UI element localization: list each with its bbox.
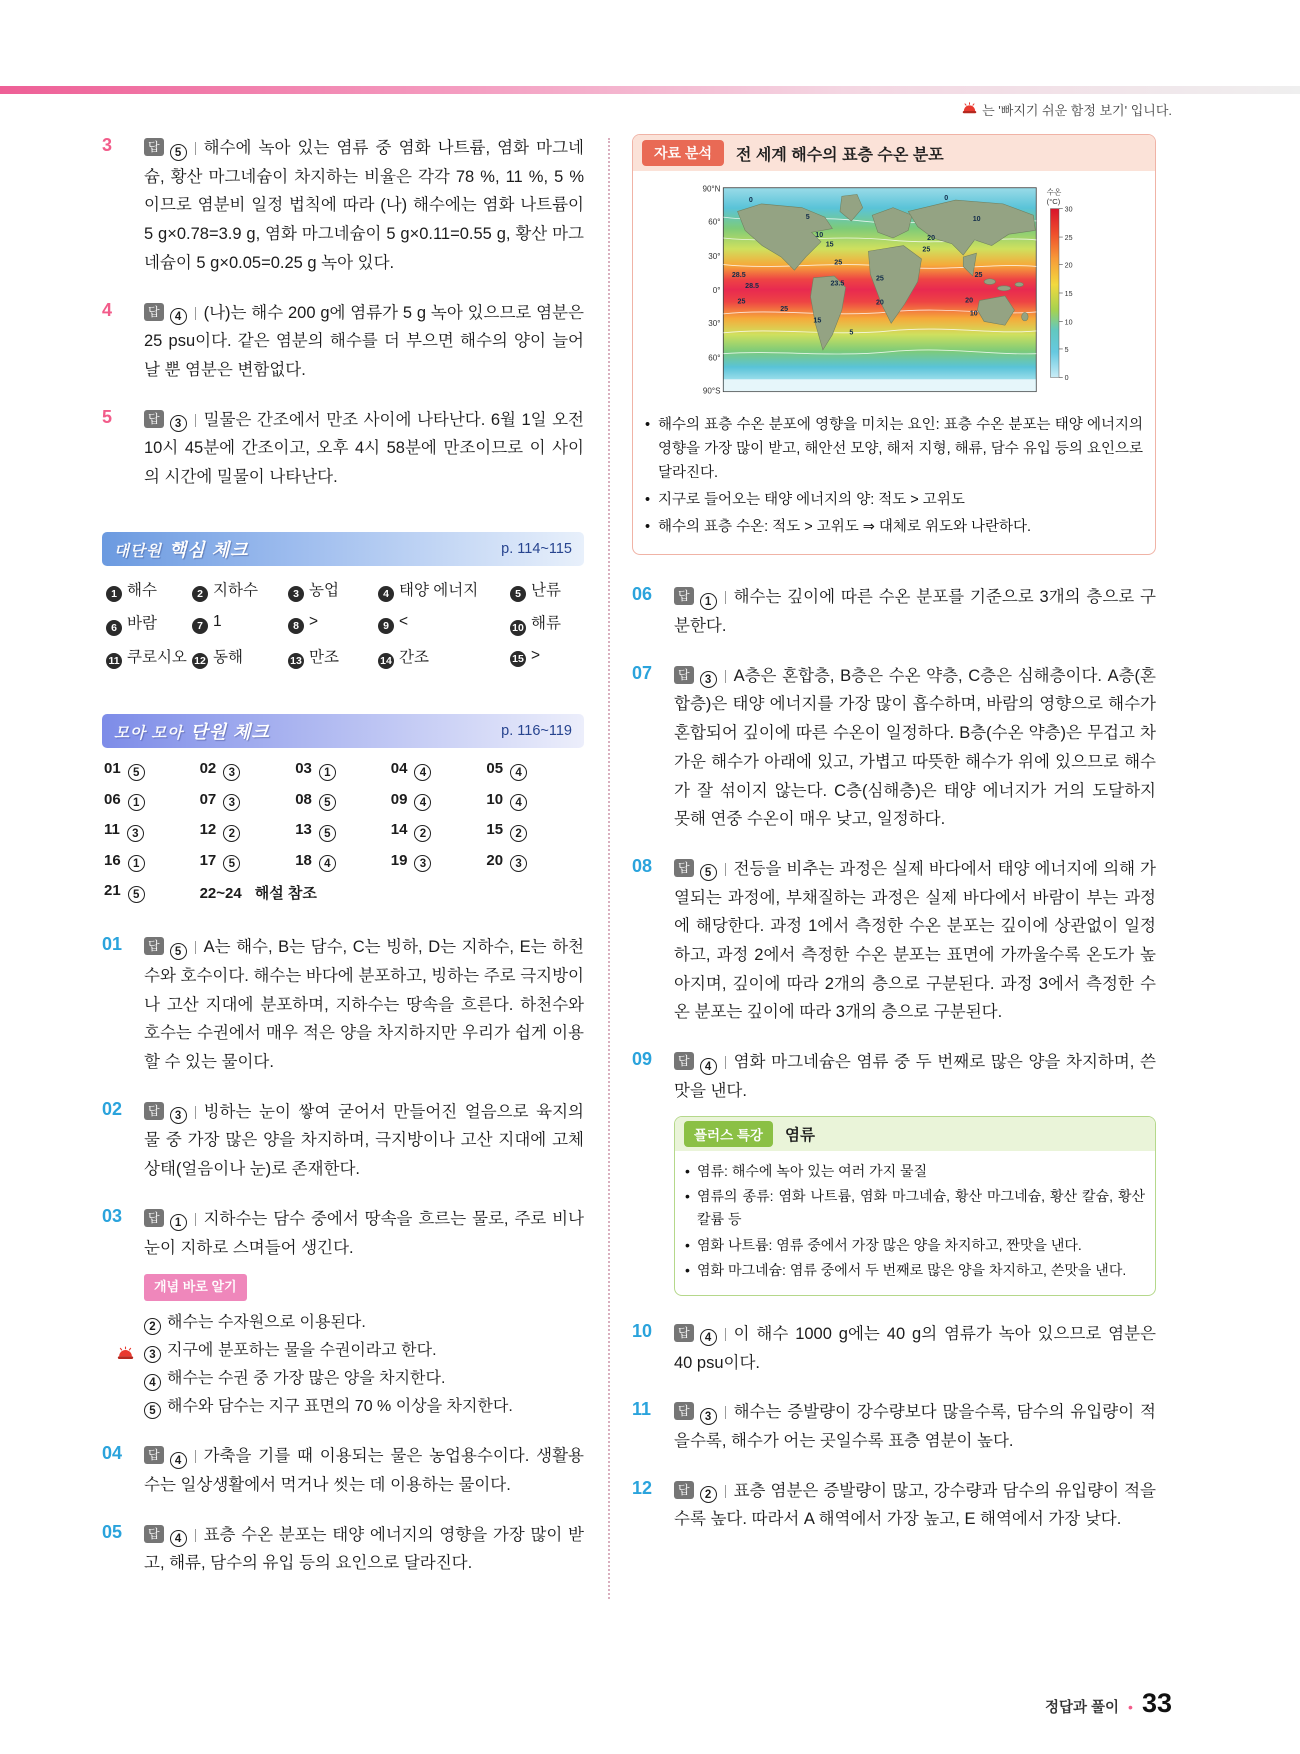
- antarctica-band: [724, 379, 1036, 391]
- answer-grid-row: 11 3 12 2 13 5 14 2 15 2: [104, 821, 582, 842]
- circled-answer: 2: [510, 825, 527, 842]
- data-analysis-box: [632, 134, 1156, 555]
- temperature-legend: [1047, 187, 1073, 382]
- answer-choice: 5: [170, 144, 187, 161]
- core-check-title: 대단원 핵심 체크: [114, 539, 249, 560]
- solution-item-03: [102, 1205, 584, 1422]
- circled-answer: 1: [128, 794, 145, 811]
- separator: [725, 1056, 726, 1069]
- answer-badge: 답: [144, 138, 164, 156]
- concept-fix-block: [144, 1272, 584, 1421]
- circled-answer: 1: [319, 764, 336, 781]
- solution-item-05: [102, 1521, 584, 1578]
- solution-text: 이 해수 1000 g에는 40 g의 염류가 녹아 있으므로 염분은 40 psu이다.: [674, 1324, 1156, 1372]
- svg-text:28.5: 28.5: [745, 282, 759, 291]
- answer-choice: 4: [170, 308, 187, 325]
- solution-text: 전등을 비추는 과정은 실제 바다에서 태양 에너지에 의해 가열되는 과정에, 부채질하는 과정은 실제 바다에서 바람이 부는 과정에 해당한다. 과정 1에서 측정한 수온 분포는 깊이에 상관없이 일정하고, 과정 2에서 측정한 수온 분포는 표면에 가까울수록 온도가 높아지며, 깊이에 따라 2개의 층으로 구분된다. 과정 3에서 측정한 수온 분포는 깊이에 따라 3개의 층으로 구분된다.: [674, 859, 1156, 1022]
- svg-text:(°C): (°C): [1046, 196, 1061, 206]
- question-number: 02: [102, 1098, 123, 1119]
- svg-text:10: 10: [972, 214, 981, 223]
- circled-answer: 3: [510, 855, 527, 872]
- solution-item-01: [102, 933, 584, 1077]
- svg-text:15: 15: [825, 240, 834, 249]
- plus-lecture-item: • 염류의 종류: 염화 나트륨, 염화 마그네슘, 황산 마그네슘, 황산 칼슘, 황산 칼륨 등: [685, 1185, 1145, 1230]
- solution-item-4: [102, 299, 584, 385]
- solution-item-12: [632, 1477, 1156, 1534]
- unit-check-header: [102, 714, 584, 748]
- answer-badge: 답: [144, 1446, 164, 1464]
- solution-item-02: [102, 1098, 584, 1184]
- solution-item-5: [102, 406, 584, 492]
- solution-item-07: [632, 662, 1156, 834]
- circled-number: 3: [288, 586, 304, 602]
- circled-number: 2: [192, 586, 208, 602]
- question-number: 12: [632, 1477, 653, 1498]
- unit-check-answer-grid: [102, 748, 584, 903]
- solution-text: A층은 혼합층, B층은 수온 약층, C층은 심해층이다. A층(혼합층)은 태양 에너지를 가장 많이 흡수하며, 바람의 영향으로 해수가 혼합되어 깊이에 따른 수온이 일정하다. B층(수온 약층)은 무겁고 차가운 해수가 아래에 있고, 가볍고 따뜻한 해수가 위에 있으므로 해수가 잘 섞이지 않는다. C층(심해층)은 태양 에너지가 거의 도달하지 못해 연중 수온이 매우 낮고, 일정하다.: [674, 666, 1156, 829]
- circled-answer: 3: [127, 825, 144, 842]
- latitude-label: 60°: [708, 353, 721, 363]
- data-analysis-title: 전 세계 해수의 표층 수온 분포: [736, 146, 944, 164]
- circled-answer: 4: [319, 855, 336, 872]
- circled-answer: 3: [223, 764, 240, 781]
- plus-lecture-label: 플러스 특강: [684, 1121, 773, 1147]
- plus-lecture-item: • 염화 나트륨: 염류 중에서 가장 많은 양을 차지하고, 짠맛을 낸다.: [685, 1234, 1145, 1257]
- question-number: 10: [632, 1320, 653, 1341]
- plus-lecture-header: [675, 1117, 1155, 1151]
- core-check-row: 6 바람 7 1 8 > 9 < 10 해류: [106, 611, 580, 636]
- circled-number: 15: [510, 651, 526, 667]
- circled-answer: 5: [128, 886, 145, 903]
- concept-fix-item: 2 해수는 수자원으로 이용된다.: [144, 1309, 584, 1337]
- latitude-label: 30°: [708, 319, 721, 329]
- separator: [725, 591, 726, 604]
- answer-grid-row: 16 1 17 5 18 4 19 3 20 3: [104, 852, 582, 873]
- concept-fix-item: 5 해수와 담수는 지구 표면의 70 % 이상을 차지한다.: [144, 1393, 584, 1421]
- answer-choice: 3: [170, 1107, 187, 1124]
- solution-text-block: [144, 134, 584, 278]
- choice-number: 5: [144, 1402, 161, 1419]
- circled-answer: 2: [414, 825, 431, 842]
- answer-badge: 답: [674, 666, 694, 684]
- sea-surface-temperature-map: [690, 183, 1098, 403]
- core-check-header: [102, 532, 584, 566]
- separator: [725, 1328, 726, 1341]
- question-number: 03: [102, 1205, 123, 1226]
- solution-item-3: [102, 134, 584, 278]
- content-columns: [102, 134, 1176, 1599]
- solution-text-block: [144, 299, 584, 385]
- concept-fix-label: 개념 바로 알기: [144, 1274, 247, 1302]
- svg-text:25: 25: [780, 305, 789, 314]
- svg-text:10: 10: [969, 309, 978, 318]
- solution-text: 빙하는 눈이 쌓여 굳어서 만들어진 얼음으로 육지의 물 중 가장 많은 양을 차지하며, 극지방이나 고산 지대에 고체 상태(얼음이나 눈)로 존재한다.: [144, 1102, 584, 1179]
- circled-answer: 1: [128, 855, 145, 872]
- answer-badge: 답: [144, 303, 164, 321]
- svg-text:25: 25: [1064, 233, 1073, 242]
- plus-lecture-item: • 염화 마그네슘: 염류 중에서 두 번째로 많은 양을 차지하고, 쓴맛을 낸다.: [685, 1259, 1145, 1282]
- answer-badge: 답: [674, 1481, 694, 1499]
- solution-text: 표층 염분은 증발량이 많고, 강수량과 담수의 유입량이 적을수록 높다. 따라서 A 해역에서 가장 높고, E 해역에서 가장 낮다.: [674, 1481, 1156, 1529]
- circled-answer: 3: [223, 794, 240, 811]
- svg-text:10: 10: [815, 231, 824, 240]
- solution-item-06: [632, 583, 1156, 640]
- solution-text: (나)는 해수 200 g에 염류가 5 g 녹아 있으므로 염분은 25 psu이다. 같은 염분의 해수를 더 부으면 해수의 양이 늘어날 뿐 염분은 변함없다.: [144, 303, 584, 379]
- svg-text:20: 20: [965, 296, 974, 305]
- question-number: 08: [632, 855, 653, 876]
- data-analysis-header: [633, 135, 1155, 171]
- solution-text: 가축을 기를 때 이용되는 물은 농업용수이다. 생활용수는 일상생활에서 먹거나 씻는 데 이용하는 물이다.: [144, 1447, 584, 1495]
- separator: [195, 1106, 196, 1119]
- question-number: 09: [632, 1049, 653, 1070]
- solution-text: 해수는 깊이에 따른 수온 분포를 기준으로 3개의 층으로 구분한다.: [674, 588, 1156, 636]
- top-divider-rule: [0, 86, 1300, 94]
- column-divider: [608, 138, 610, 1599]
- answer-choice: 2: [700, 1486, 717, 1503]
- solution-text: 지하수는 담수 중에서 땅속을 흐르는 물로, 주로 비나 눈이 지하로 스며들어 생긴다.: [144, 1209, 584, 1257]
- data-analysis-label: 자료 분석: [642, 140, 724, 166]
- circled-answer: 4: [510, 764, 527, 781]
- answer-choice: 1: [170, 1214, 187, 1231]
- answer-grid-row: 06 1 07 3 08 5 09 4 10 4: [104, 791, 582, 812]
- plus-lecture-items: [685, 1160, 1145, 1282]
- answer-badge: 답: [144, 1525, 164, 1543]
- page-number: 33: [1141, 1688, 1172, 1718]
- left-column: [102, 134, 584, 1599]
- answer-choice: 4: [170, 1530, 187, 1547]
- solution-item-04: [102, 1442, 584, 1499]
- circled-number: 12: [192, 653, 208, 669]
- concept-fix-item: 4 해수는 수권 중 가장 많은 양을 차지한다.: [144, 1365, 584, 1393]
- answer-choice: 3: [700, 1408, 717, 1425]
- circled-answer: 4: [414, 764, 431, 781]
- answer-badge: 답: [144, 937, 164, 955]
- question-number: 04: [102, 1443, 123, 1464]
- separator: [195, 1529, 196, 1542]
- answer-choice: 3: [170, 415, 187, 432]
- answer-badge: 답: [144, 1209, 164, 1227]
- separator: [725, 1406, 726, 1419]
- svg-text:28.5: 28.5: [731, 270, 746, 279]
- answer-choice: 4: [700, 1329, 717, 1346]
- solution-item-08: [632, 855, 1156, 1027]
- circled-number: 10: [510, 620, 526, 636]
- svg-text:10: 10: [1064, 318, 1073, 327]
- solution-item-11: [632, 1398, 1156, 1455]
- concept-fix-item-trap: 3 지구에 분포하는 물을 수권이라고 한다.: [144, 1337, 584, 1365]
- circled-answer: 3: [414, 855, 431, 872]
- core-check-section: [102, 532, 584, 681]
- solution-text: 표층 수온 분포는 태양 에너지의 영향을 가장 많이 받고, 해류, 담수의 유입 등의 요인으로 달라진다.: [144, 1525, 584, 1573]
- trap-legend-text: 는 '빠지기 쉬운 함정 보기' 입니다.: [982, 103, 1172, 118]
- separator: [725, 863, 726, 876]
- circled-answer: 4: [510, 794, 527, 811]
- question-number: 05: [102, 1521, 123, 1542]
- page-footer: [1045, 1688, 1172, 1719]
- question-number: 3: [102, 135, 113, 155]
- plus-lecture-body: [675, 1151, 1155, 1295]
- svg-text:15: 15: [1064, 289, 1073, 298]
- svg-text:20: 20: [1064, 261, 1073, 270]
- answer-badge: 답: [674, 587, 694, 605]
- answer-choice: 4: [170, 1452, 187, 1469]
- plus-lecture-item: • 염류: 해수에 녹아 있는 여러 가지 물질: [685, 1160, 1145, 1183]
- answer-grid-row: 01 5 02 3 03 1 04 4 05 4: [104, 760, 582, 781]
- footer-book-title: 정답과 풀이: [1044, 1700, 1120, 1716]
- svg-text:5: 5: [1064, 345, 1069, 354]
- separator: [195, 414, 196, 427]
- circled-answer: 5: [319, 794, 336, 811]
- answer-badge: 답: [144, 1102, 164, 1120]
- solution-text-block: [144, 406, 584, 492]
- plus-lecture-title: 염류: [784, 1126, 815, 1144]
- latitude-label: 0°: [712, 286, 721, 295]
- circled-number: 8: [288, 618, 304, 634]
- unit-check-title: 모아 모아 단원 체크: [114, 722, 270, 743]
- analysis-note: • 해수의 표층 수온 분포에 영향을 미치는 요인: 표층 수온 분포는 태양 에너지의 영향을 가장 많이 받고, 해안선 모양, 해저 지형, 해류, 담수 유입 등의 요인으로 달라진다.: [645, 413, 1143, 485]
- core-check-row: 11 쿠로시오 12 동해 13 만조 14 간조 15 >: [106, 645, 580, 670]
- svg-text:0: 0: [1064, 374, 1069, 383]
- answer-badge: 답: [674, 1052, 694, 1070]
- svg-text:30: 30: [1064, 205, 1073, 214]
- circled-answer: 2: [223, 825, 240, 842]
- question-number: 06: [632, 584, 653, 605]
- solution-item-09: [632, 1048, 1156, 1105]
- answer-choice: 5: [700, 864, 717, 881]
- trap-bell-icon: [962, 102, 977, 117]
- data-analysis-body: [633, 171, 1155, 554]
- svg-text:23.5: 23.5: [830, 279, 845, 288]
- core-check-row: 1 해수 2 지하수 3 농업 4 태양 에너지 5 난류: [106, 578, 580, 603]
- svg-text:15: 15: [813, 316, 822, 325]
- question-number: 5: [102, 406, 113, 427]
- svg-text:5: 5: [805, 213, 810, 222]
- svg-text:25: 25: [834, 258, 843, 267]
- answer-badge: 답: [674, 1324, 694, 1342]
- trap-legend-note: [962, 100, 1172, 119]
- separator: [195, 1213, 196, 1226]
- separator: [195, 142, 196, 155]
- answer-choice: 5: [170, 943, 187, 960]
- unit-check-section: [102, 714, 584, 903]
- circled-number: 11: [106, 653, 122, 669]
- svg-text:수온: 수온: [1046, 187, 1062, 197]
- solution-item-10: [632, 1320, 1156, 1377]
- choice-number: 4: [144, 1374, 161, 1391]
- trap-bell-icon: [117, 1342, 134, 1370]
- svg-text:5: 5: [849, 328, 854, 337]
- analysis-notes: [645, 413, 1143, 539]
- solution-text: 염화 마그네슘은 염류 중 두 번째로 많은 양을 차지하며, 쓴맛을 낸다.: [674, 1053, 1156, 1100]
- circled-number: 14: [378, 653, 394, 669]
- solution-text: 해수는 증발량이 강수량보다 많을수록, 담수의 유입량이 적을수록, 해수가 어는 곳일수록 표층 염분이 높다.: [674, 1403, 1156, 1451]
- question-number: 4: [102, 299, 113, 320]
- question-number: 01: [102, 934, 123, 955]
- right-column: [632, 134, 1156, 1555]
- svg-text:0: 0: [944, 194, 949, 203]
- circled-number: 7: [192, 618, 208, 634]
- circled-answer: 5: [128, 764, 145, 781]
- svg-text:20: 20: [875, 298, 884, 307]
- circled-answer: 5: [223, 855, 240, 872]
- solution-text: 해수에 녹아 있는 염류 중 염화 나트륨, 염화 마그네슘, 황산 마그네슘이 차지하는 비율은 각각 78 %, 11 %, 5 % 이므로 염분비 일정 법칙에 따라 (나) 해수에는 염화 나트륨이 5 g×0.78=3.9 g, 염화 마그네슘이 5 g×0.11=0.55 g, 황산 마그네슘이 5 g×0.05=0.25 g 녹아 있다.: [144, 139, 584, 272]
- separator: [195, 1450, 196, 1463]
- question-number: 07: [632, 662, 653, 683]
- analysis-note: • 지구로 들어오는 태양 에너지의 양: 적도 > 고위도: [645, 488, 1143, 512]
- core-check-page-range: p. 114~115: [501, 540, 572, 557]
- answer-badge: 답: [674, 859, 694, 877]
- circled-answer: 4: [414, 794, 431, 811]
- question-number: 11: [632, 1399, 652, 1420]
- latitude-label: 90°S: [702, 386, 721, 396]
- answer-grid-row: 21 5 22~24 해설 참조: [104, 882, 317, 903]
- plus-lecture-box: [674, 1116, 1156, 1296]
- choice-number: 3: [144, 1346, 161, 1363]
- answer-badge: 답: [674, 1402, 694, 1420]
- choice-number: 2: [144, 1318, 161, 1335]
- svg-text:25: 25: [737, 297, 746, 306]
- latitude-label: 30°: [708, 251, 721, 261]
- separator: [725, 670, 726, 683]
- footer-dot: •: [1128, 1699, 1133, 1715]
- latitude-label: 60°: [708, 217, 721, 227]
- circled-number: 5: [510, 586, 526, 602]
- svg-text:25: 25: [875, 274, 884, 283]
- circled-number: 4: [378, 586, 394, 602]
- separator: [195, 941, 196, 954]
- unit-check-page-range: p. 116~119: [501, 723, 572, 740]
- answer-badge: 답: [144, 410, 164, 428]
- solution-text: A는 해수, B는 담수, C는 빙하, D는 지하수, E는 하천수와 호수이다. 해수는 바다에 분포하고, 빙하는 주로 극지방이나 고산 지대에 분포하며, 지하수는 땅속을 흐른다. 하천수와 호수는 수권에서 매우 적은 양을 차지하지만 우리가 쉽게 이용할 수 있는 물이다.: [144, 938, 584, 1072]
- answer-choice: 3: [700, 671, 717, 688]
- circled-number: 9: [378, 618, 394, 634]
- answer-choice: 4: [700, 1058, 717, 1075]
- svg-text:0: 0: [748, 195, 753, 204]
- circled-answer: 5: [319, 825, 336, 842]
- svg-text:25: 25: [974, 270, 983, 279]
- analysis-note: • 해수의 표층 수온: 적도 > 고위도 ⇒ 대체로 위도와 나란하다.: [645, 515, 1143, 539]
- answer-choice: 1: [700, 593, 717, 610]
- solution-text: 밀물은 간조에서 만조 사이에 나타난다. 6월 1일 오전 10시 45분에 간조이고, 오후 4시 58분에 만조이므로 이 사이의 시간에 밀물이 나타난다.: [144, 410, 584, 487]
- svg-text:20: 20: [927, 233, 936, 242]
- circled-number: 1: [106, 586, 122, 602]
- separator: [725, 1485, 726, 1498]
- core-check-answers: [102, 566, 584, 681]
- circled-number: 13: [288, 653, 304, 669]
- circled-number: 6: [106, 620, 122, 636]
- latitude-label: 90°N: [702, 184, 721, 194]
- separator: [195, 307, 196, 320]
- svg-text:25: 25: [922, 245, 931, 254]
